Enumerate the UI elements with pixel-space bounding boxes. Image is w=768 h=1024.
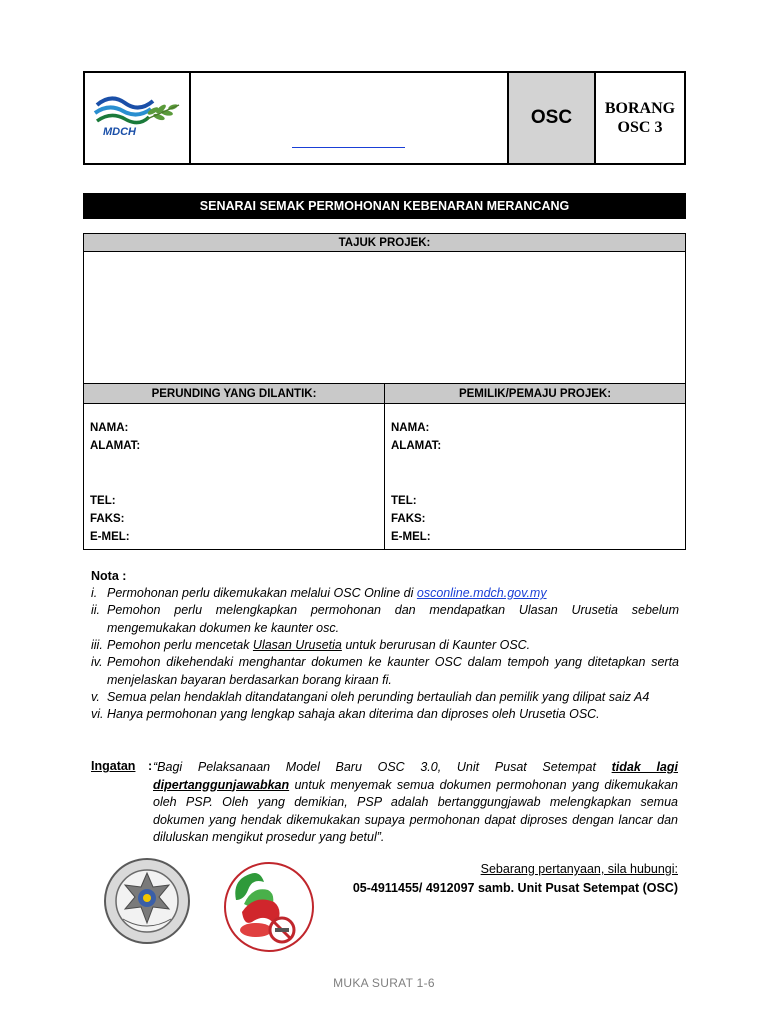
- note-number: vi.: [91, 707, 104, 721]
- header-link-line: [292, 147, 405, 148]
- form-code-line1: BORANG: [604, 100, 676, 117]
- note-item: [91, 637, 679, 655]
- form-header: [83, 71, 686, 165]
- ingatan-label: Ingatan: [91, 759, 136, 773]
- contact-phone: 05-4911455/ 4912097 samb. Unit Pusat Setempat (OSC): [352, 881, 678, 895]
- note-text: Semua pelan hendaklah ditandatangani oleh perunding bertauliah dan pemilik yang dilipat saiz A4: [107, 690, 650, 704]
- column-divider: [384, 383, 385, 549]
- ulasan-urusetia-text: Ulasan Urusetia: [252, 638, 342, 652]
- osc-label: OSC: [509, 73, 596, 163]
- mdch-logo: [91, 89, 183, 147]
- note-item: [91, 585, 679, 603]
- notes-title: Nota :: [91, 569, 127, 583]
- note-text: Pemohon dikehendaki menghantar dokumen ke kaunter OSC dalam tempoh yang ditetapkan serta menjelaskan bayaran berdasarkan borang kiraan fi.: [107, 655, 679, 687]
- header-blank-cell: [191, 73, 509, 163]
- consultant-name-field: NAMA:: [90, 422, 129, 434]
- note-text: Permohonan perlu dikemukakan melalui OSC Online di: [107, 586, 417, 600]
- note-number: i.: [91, 586, 98, 600]
- consultant-address-field: ALAMAT:: [90, 440, 141, 452]
- form-code-line2: OSC 3: [617, 119, 663, 136]
- contact-prompt: Sebarang pertanyaan, sila hubungi:: [480, 862, 678, 876]
- consultant-tel-field: TEL:: [90, 495, 116, 507]
- form-title: SENARAI SEMAK PERMOHONAN KEBENARAN MERANCANG: [83, 193, 686, 219]
- smoke-free-seal-logo: [222, 860, 316, 954]
- svg-text:MDCH: MDCH: [103, 126, 136, 138]
- consultant-fax-field: FAKS:: [90, 513, 125, 525]
- note-text: Pemohon perlu mencetak: [107, 638, 253, 652]
- owner-address-field: ALAMAT:: [391, 440, 442, 452]
- owner-label: PEMILIK/PEMAJU PROJEK:: [458, 387, 612, 400]
- project-form: [83, 233, 686, 550]
- note-text: Pemohon perlu melengkapkan permohonan dan mendapatkan Ulasan Urusetia sebelum mengemukakan dokumen ke kaunter osc.: [107, 603, 679, 635]
- consultant-email-field: E-MEL:: [90, 531, 130, 543]
- ingatan-text-post: untuk menyemak semua dokumen permohonan yang dikemukakan oleh PSP. Oleh yang demikian, PSP adalah bertanggungjawab melengkapkan semua dokumen yang hendak dikemukakan supaya permohonan dapat diproses dengan lancar dan diluluskan mengikut prosedur yang betul”.: [153, 777, 678, 844]
- consultant-label: PERUNDING YANG DILANTIK:: [84, 384, 385, 403]
- ingatan-colon: :: [148, 759, 153, 773]
- note-text: untuk berurusan di Kaunter OSC.: [341, 638, 531, 652]
- note-text: Hanya permohonan yang lengkap sahaja akan diterima dan diproses oleh Urusetia OSC.: [107, 707, 600, 721]
- note-item: [91, 602, 679, 638]
- note-item: [91, 689, 679, 707]
- integrity-seal-logo: [103, 857, 191, 945]
- owner-name-field: NAMA:: [391, 422, 430, 434]
- owner-email-field: E-MEL:: [391, 531, 431, 543]
- page-number: MUKA SURAT 1-6: [333, 976, 435, 990]
- ingatan-emphasis: tidak lagi dipertanggunjawabkan: [153, 760, 678, 792]
- ingatan-text: [153, 759, 678, 847]
- form-code: [596, 73, 684, 163]
- note-number: ii.: [91, 603, 101, 617]
- mdch-logo-cell: [85, 73, 191, 163]
- owner-fax-field: FAKS:: [391, 513, 426, 525]
- note-item: [91, 706, 679, 724]
- project-title-label: TAJUK PROJEK:: [84, 234, 685, 252]
- note-number: iv.: [91, 655, 103, 669]
- note-item: [91, 654, 679, 690]
- osc-online-link[interactable]: osconline.mdch.gov.my: [416, 586, 547, 600]
- note-number: iii.: [91, 638, 103, 652]
- ingatan-text-pre: “Bagi Pelaksanaan Model Baru OSC 3.0, Unit Pusat Setempat: [153, 760, 612, 774]
- note-number: v.: [91, 690, 100, 704]
- owner-tel-field: TEL:: [391, 495, 417, 507]
